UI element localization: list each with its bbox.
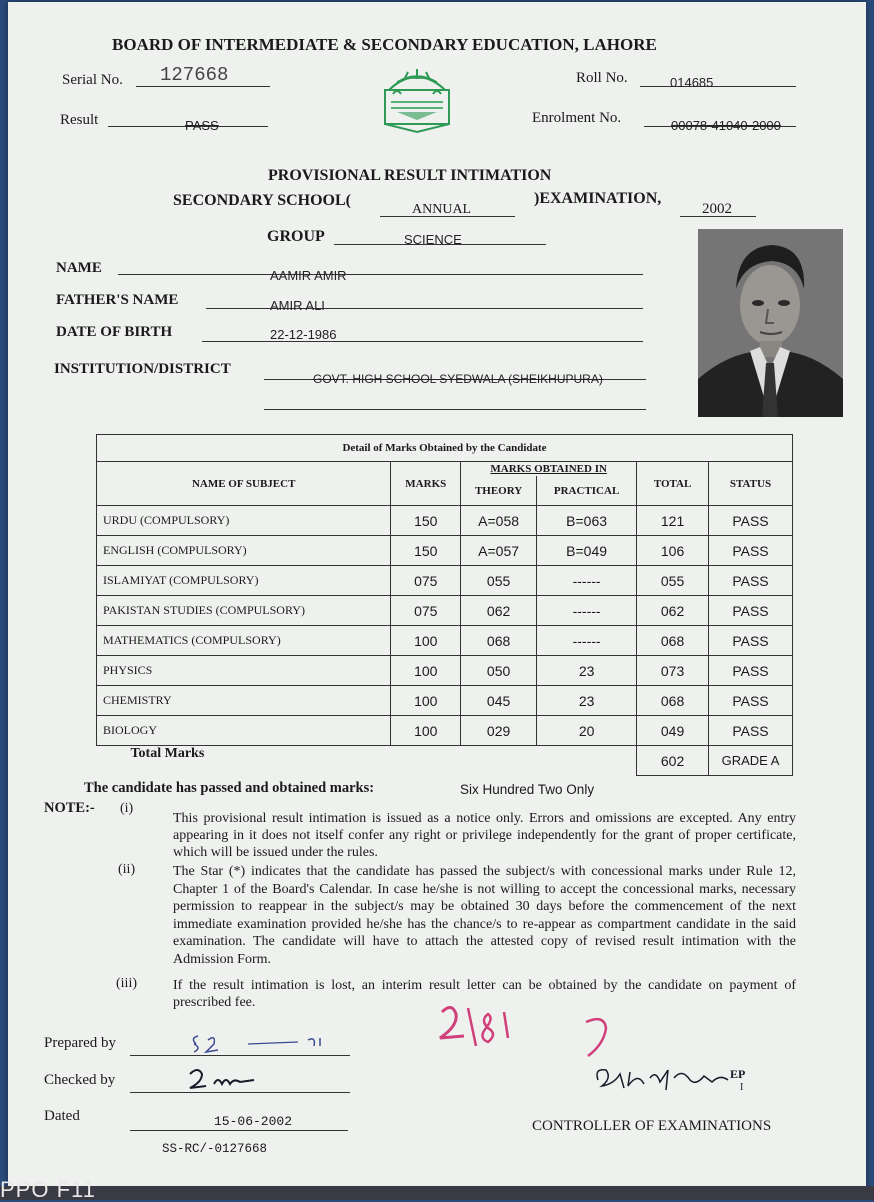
practical-cell: 20: [537, 716, 637, 746]
marks-cell: 075: [391, 566, 461, 596]
table-row: [97, 716, 793, 746]
status-cell: PASS: [708, 716, 792, 746]
father-value: AMIR ALI: [270, 298, 325, 313]
result-label: Result: [60, 112, 99, 128]
table-caption: Detail of Marks Obtained by the Candidate: [97, 435, 793, 462]
subject-cell: MATHEMATICS (COMPULSORY): [97, 626, 391, 656]
subject-cell: ISLAMIYAT (COMPULSORY): [97, 566, 391, 596]
serial-label: Serial No.: [62, 72, 123, 88]
practical-cell: B=063: [537, 506, 637, 536]
header-theory: THEORY: [461, 476, 537, 506]
total-marks-label: Total Marks: [97, 746, 637, 776]
table-row: [97, 566, 793, 596]
marks-cell: 100: [391, 626, 461, 656]
reference-number: SS-RC/-0127668: [162, 1142, 268, 1156]
passed-value: Six Hundred Two Only: [460, 782, 595, 797]
table-row: [97, 506, 793, 536]
subject-cell: BIOLOGY: [97, 716, 391, 746]
subject-cell: URDU (COMPULSORY): [97, 506, 391, 536]
header-practical: PRACTICAL: [537, 476, 637, 506]
subject-cell: PAKISTAN STUDIES (COMPULSORY): [97, 596, 391, 626]
prepared-label: Prepared by: [44, 1035, 117, 1051]
marks-cell: 150: [391, 536, 461, 566]
institution-label: INSTITUTION/DISTRICT: [54, 361, 231, 377]
theory-cell: A=057: [461, 536, 537, 566]
table-row: [97, 596, 793, 626]
total-cell: 068: [637, 686, 709, 716]
checked-signature-icon: [184, 1066, 274, 1094]
group-label: GROUP: [267, 228, 325, 245]
grade: GRADE A: [708, 746, 792, 776]
photo-bottom-strip: [0, 1186, 874, 1200]
theory-cell: 062: [461, 596, 537, 626]
theory-cell: 045: [461, 686, 537, 716]
table-row: [97, 656, 793, 686]
subject-cell: PHYSICS: [97, 656, 391, 686]
status-cell: PASS: [708, 506, 792, 536]
controller-signature-icon: [590, 1058, 770, 1098]
practical-cell: 23: [537, 656, 637, 686]
total-cell: 068: [637, 626, 709, 656]
status-cell: PASS: [708, 566, 792, 596]
name-value: AAMIR AMIR: [270, 268, 347, 283]
provisional-title: PROVISIONAL RESULT INTIMATION: [268, 167, 552, 184]
dob-value: 22-12-1986: [270, 327, 337, 342]
board-title: BOARD OF INTERMEDIATE & SECONDARY EDUCATION, LAHORE: [112, 35, 657, 54]
header-obtained: MARKS OBTAINED IN: [461, 462, 637, 477]
name-label: NAME: [56, 260, 102, 276]
svg-text:EP: EP: [730, 1067, 746, 1081]
status-cell: PASS: [708, 626, 792, 656]
dob-label: DATE OF BIRTH: [56, 324, 173, 340]
marks-cell: 150: [391, 506, 461, 536]
secondary-prefix: SECONDARY SCHOOL(: [173, 192, 351, 209]
table-row: [97, 626, 793, 656]
total-cell: 106: [637, 536, 709, 566]
status-cell: PASS: [708, 536, 792, 566]
subject-cell: CHEMISTRY: [97, 686, 391, 716]
checked-label: Checked by: [44, 1072, 116, 1088]
enrolment-label: Enrolment No.: [532, 110, 622, 126]
marks-cell: 100: [391, 686, 461, 716]
status-cell: PASS: [708, 656, 792, 686]
candidate-photo: [698, 229, 843, 417]
controller-label: CONTROLLER OF EXAMINATIONS: [532, 1118, 772, 1134]
status-cell: PASS: [708, 686, 792, 716]
serial-value: 127668: [160, 64, 229, 86]
status-cell: PASS: [708, 596, 792, 626]
total-cell: 073: [637, 656, 709, 686]
total-cell: 055: [637, 566, 709, 596]
prepared-initials-icon: [188, 1032, 338, 1056]
note-text: The Star (*) indicates that the candidate has passed the subject/s with concessional marks under Rule 12, Chapter 1 of the Board's Calendar. In case he/she is not willing to accept the concessional marks, necessary permission to reappear in the subject/s may be obtained 30 days before the commencement of the next immediate examination provided he/she has the chance/s to re-appear as compartment candidate in the said examination. The candidate will have to attach the attested copy of revised result intimation with the Admission Form.: [173, 864, 796, 967]
theory-cell: 050: [461, 656, 537, 686]
result-card: [8, 2, 866, 1192]
portrait-image: [698, 229, 843, 417]
header-marks: MARKS: [391, 462, 461, 506]
group-value: SCIENCE: [404, 232, 462, 247]
theory-cell: A=058: [461, 506, 537, 536]
passed-label: The candidate has passed and obtained marks:: [84, 780, 375, 796]
marks-cell: 100: [391, 716, 461, 746]
dated-value: 15-06-2002: [214, 1114, 293, 1129]
grand-total: 602: [637, 746, 709, 776]
note-label: NOTE:-: [44, 800, 95, 816]
total-cell: 049: [637, 716, 709, 746]
practical-cell: 23: [537, 686, 637, 716]
father-label: FATHER'S NAME: [56, 292, 179, 308]
practical-cell: B=049: [537, 536, 637, 566]
total-row: [97, 746, 793, 776]
exam-type: ANNUAL: [412, 202, 472, 217]
note-text: This provisional result intimation is issued as a notice only. Errors and omissions are excepted. Any entry appearing in it does not itself confer any right or privilege independently for the grant of proper certificate, which will be issued under the rules.: [173, 811, 796, 860]
total-cell: 121: [637, 506, 709, 536]
roll-value: 014685: [670, 75, 714, 90]
pink-ink-marks-icon: [428, 998, 628, 1064]
roll-label: Roll No.: [576, 70, 628, 86]
marks-table: [96, 434, 793, 776]
board-logo-icon: [375, 68, 459, 134]
table-row: [97, 536, 793, 566]
note-number: (ii): [118, 862, 136, 877]
header-total: TOTAL: [637, 462, 709, 506]
header-subject: NAME OF SUBJECT: [97, 462, 391, 506]
exam-year: 2002: [702, 201, 732, 217]
svg-text:I: I: [740, 1082, 744, 1093]
table-row: [97, 686, 793, 716]
theory-cell: 029: [461, 716, 537, 746]
dated-label: Dated: [44, 1108, 80, 1124]
marks-cell: 100: [391, 656, 461, 686]
total-cell: 062: [637, 596, 709, 626]
theory-cell: 055: [461, 566, 537, 596]
exam-suffix: )EXAMINATION,: [534, 190, 662, 207]
result-value: PASS: [185, 118, 219, 133]
enrolment-value: 00078-41040-2000: [671, 118, 781, 133]
theory-cell: 068: [461, 626, 537, 656]
note-number: (i): [120, 801, 134, 816]
camera-watermark: PPO F11: [0, 1177, 96, 1202]
header-status: STATUS: [708, 462, 792, 506]
practical-cell: ------: [537, 566, 637, 596]
note-number: (iii): [116, 976, 137, 991]
practical-cell: ------: [537, 626, 637, 656]
note-text: If the result intimation is lost, an interim result letter can be obtained by the candidate on payment of prescribed fee.: [173, 978, 796, 1010]
institution-value: GOVT. HIGH SCHOOL SYEDWALA (SHEIKHUPURA): [313, 372, 603, 386]
practical-cell: ------: [537, 596, 637, 626]
marks-cell: 075: [391, 596, 461, 626]
subject-cell: ENGLISH (COMPULSORY): [97, 536, 391, 566]
